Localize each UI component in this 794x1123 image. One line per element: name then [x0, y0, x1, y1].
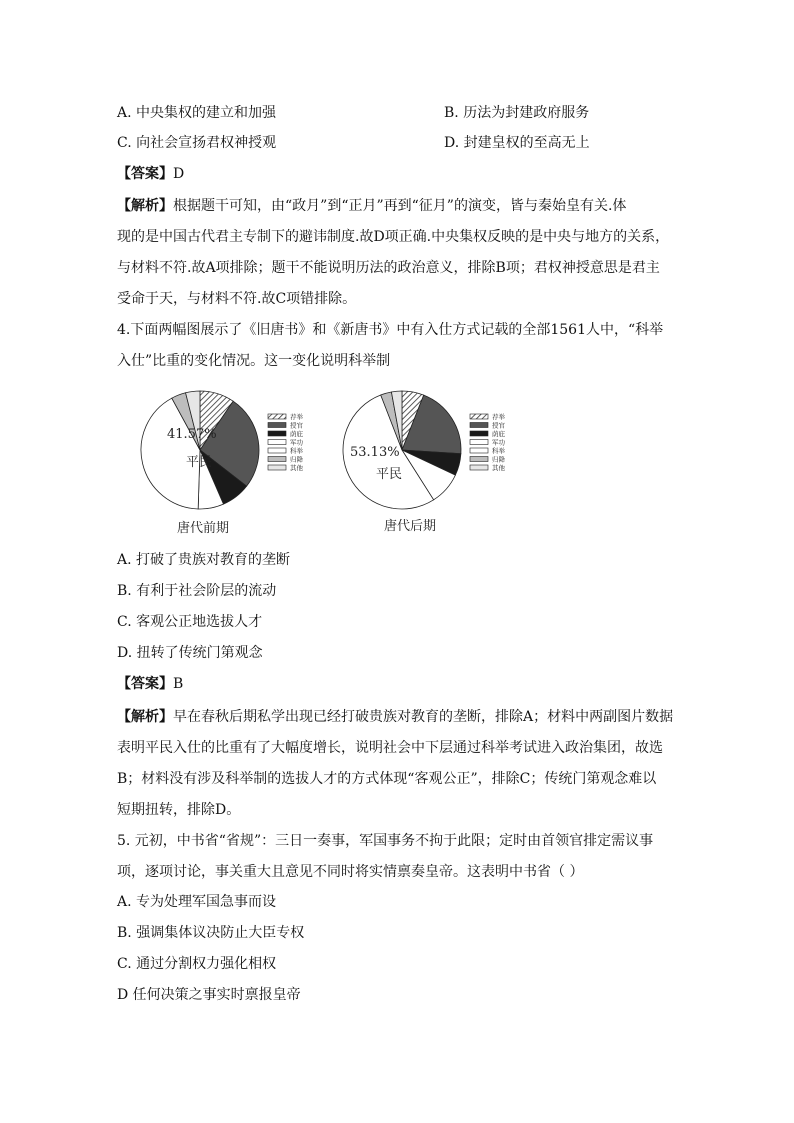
q5-option-d: D 任何决策之事实时禀报皇帝 — [117, 987, 301, 1003]
legend-swatch — [470, 457, 488, 462]
analysis-tag: 【解析】 — [117, 198, 173, 214]
legend-label: 军功 — [492, 438, 505, 447]
legend-swatch — [268, 457, 286, 462]
q4-option-d: D. 扭转了传统门第观念 — [117, 645, 263, 661]
legend-swatch — [470, 448, 488, 453]
legend-swatch — [268, 465, 286, 470]
legend-label: 授官 — [492, 421, 505, 430]
analysis-line: 表明平民入仕的比重有了大幅度增长，说明社会中下层通过科举考试进入政治集团，故选 — [117, 740, 663, 756]
stem-line: 4.下面两幅图展示了《旧唐书》和《新唐书》中有入仕方式记载的全部1561人中，“科举 — [117, 322, 664, 338]
q3-option-a: A. 中央集权的建立和加强 — [117, 105, 277, 121]
analysis-line: 早在春秋后期私学出现已经打破贵族对教育的垄断，排除A；材料中两副图片数据 — [173, 709, 674, 725]
q3-option-d: D. 封建皇权的至高无上 — [444, 135, 590, 151]
pie-chart-early-tang — [141, 391, 303, 536]
legend-swatch — [470, 423, 488, 428]
analysis-line: 现的是中国古代君主专制下的避讳制度.故D项正确.中央集权反映的是中央与地方的关系， — [117, 229, 670, 245]
legend-label: 军功 — [290, 438, 303, 447]
q3-analysis — [117, 191, 687, 315]
legend-label: 科举 — [290, 447, 303, 455]
slice-name-label: 平民 — [376, 467, 403, 482]
answer-value: B — [173, 676, 184, 692]
slice-name-label: 平民 — [186, 455, 213, 470]
q3-option-b: B. 历法为封建政府服务 — [444, 105, 590, 121]
q4-option-a: A. 打破了贵族对教育的垄断 — [117, 552, 291, 568]
legend-label: 荐举 — [290, 413, 303, 421]
legend-label: 归降 — [492, 455, 505, 464]
legend-swatch — [268, 440, 286, 445]
stem-line: 项，逐项讨论，事关重大且意见不同时将实情禀奏皇帝。这表明中书省（ ） — [117, 864, 584, 880]
slice-percent-label: 41.57% — [167, 427, 217, 442]
legend-label: 授官 — [290, 421, 303, 430]
chart-title: 唐代前期 — [176, 521, 230, 536]
analysis-line: 与材料不符.故A项排除；题干不能说明历法的政治意义，排除B项；君权神授意思是君主 — [117, 260, 660, 276]
legend-swatch — [470, 431, 488, 436]
legend-swatch — [470, 465, 488, 470]
chart-title: 唐代后期 — [383, 519, 437, 534]
legend-label: 其他 — [492, 464, 505, 472]
legend-label: 其他 — [290, 464, 303, 472]
analysis-tag: 【解析】 — [117, 709, 173, 725]
analysis-line: 短期扭转，排除D。 — [117, 802, 241, 818]
q5-option-b: B. 强调集体议决防止大臣专权 — [117, 925, 305, 941]
legend-swatch — [470, 414, 488, 419]
legend-swatch — [268, 414, 286, 419]
stem-line: 入仕”比重的变化情况。这一变化说明科举制 — [117, 353, 391, 369]
q4-option-b: B. 有利于社会阶层的流动 — [117, 583, 277, 599]
q4-stem — [117, 315, 687, 377]
q4-answer — [117, 674, 183, 694]
legend-label: 荐举 — [492, 413, 505, 421]
legend-label: 归降 — [290, 455, 303, 464]
legend-swatch — [268, 423, 286, 428]
analysis-line: 受命于天，与材料不符.故C项错排除。 — [117, 291, 357, 307]
q4-option-c: C. 客观公正地选拔人才 — [117, 614, 263, 630]
q3-option-c: C. 向社会宣扬君权神授观 — [117, 135, 277, 151]
answer-tag: 【答案】 — [117, 166, 173, 182]
pie-chart-late-tang — [343, 391, 506, 534]
analysis-line: B；材料没有涉及科举制的选拔人才的方式体现“客观公正”，排除C；传统门第观念难以 — [117, 771, 657, 787]
q5-stem — [117, 826, 687, 888]
answer-tag: 【答案】 — [117, 676, 173, 692]
legend-label: 荫庇 — [290, 430, 303, 438]
answer-value: D — [173, 166, 185, 182]
legend-swatch — [268, 448, 286, 453]
pie-charts — [130, 380, 560, 545]
q4-analysis — [117, 702, 687, 826]
q5-option-c: C. 通过分割权力强化相权 — [117, 956, 277, 972]
q3-answer — [117, 164, 184, 184]
stem-line: 5. 元初，中书省“省规”：三日一奏事，军国事务不拘于此限；定时由首领官排定需议事 — [117, 833, 654, 849]
slice-percent-label: 53.13% — [350, 445, 400, 460]
q5-option-a: A. 专为处理军国急事而设 — [117, 894, 277, 910]
legend-label: 科举 — [492, 447, 505, 455]
legend-label: 荫庇 — [492, 430, 505, 438]
legend-swatch — [268, 431, 286, 436]
legend-swatch — [470, 440, 488, 445]
analysis-line: 根据题干可知，由“政月”到“正月”再到“征月”的演变，皆与秦始皇有关.体 — [173, 198, 627, 214]
